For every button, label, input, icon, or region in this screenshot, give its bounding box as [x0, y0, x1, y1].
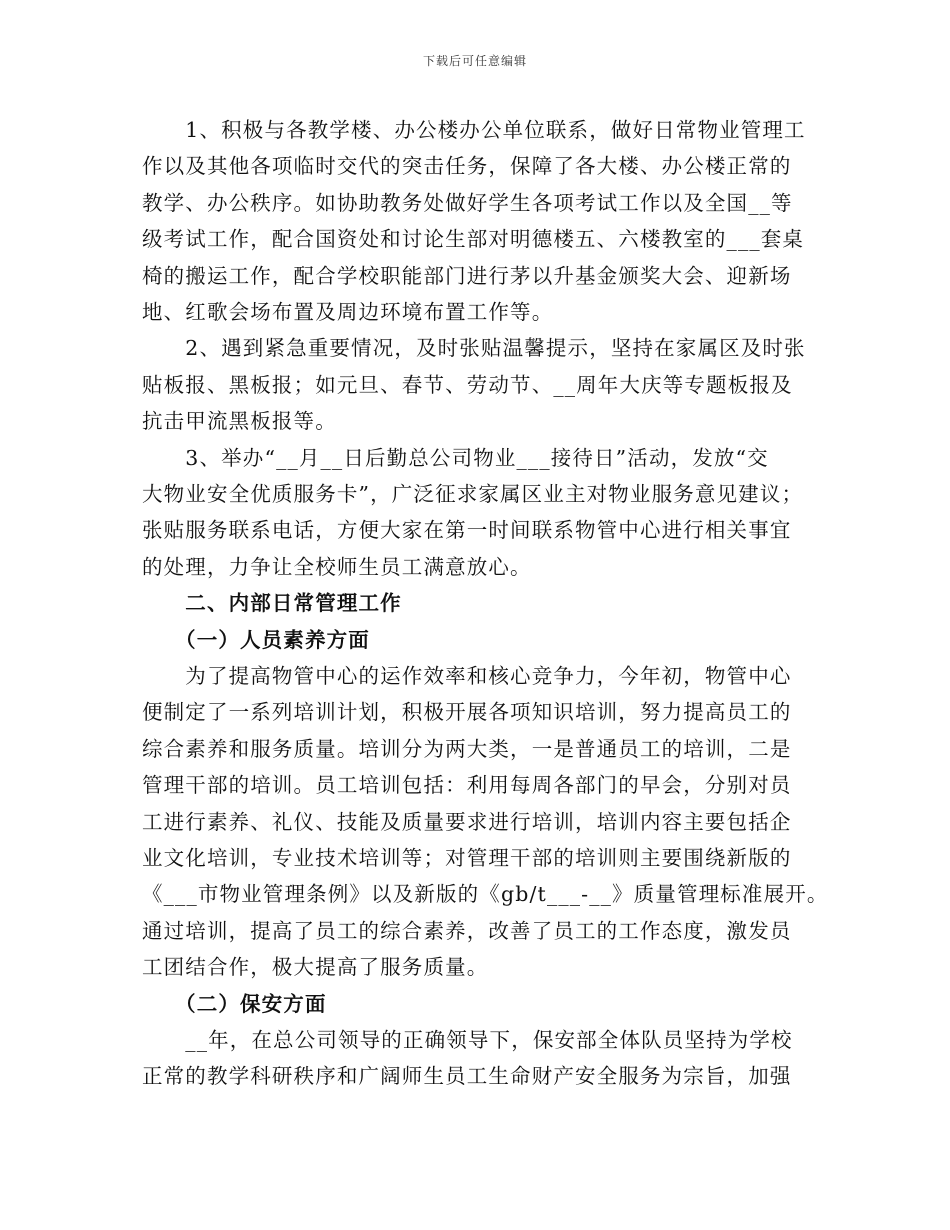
- section-heading: （一）人员素养方面: [142, 627, 370, 652]
- body-line: __年，在总公司领导的正确领导下，保安部全体队员坚持为学校: [142, 1028, 793, 1052]
- body-line: 管理干部的培训。员工培训包括：利用每周各部门的早会，分别对员: [142, 773, 792, 798]
- section-heading: 二、内部日常管理工作: [142, 591, 402, 616]
- body-line: 张贴服务联系电话，方便大家在第一时间联系物管中心进行相关事宜: [142, 518, 792, 543]
- body-line: 通过培训，提高了员工的综合素养，改善了员工的工作态度，激发员: [142, 918, 792, 943]
- body-line: 级考试工作，配合国资处和讨论生部对明德楼五、六楼教室的___套桌: [142, 227, 805, 252]
- body-line: 椅的搬运工作，配合学校职能部门进行茅以升基金颁奖大会、迎新场: [142, 263, 792, 288]
- body-line: 工团结合作，极大提高了服务质量。: [142, 955, 489, 980]
- header-note: 下载后可任意编辑: [422, 54, 527, 68]
- body-line: 地、红歌会场布置及周边环境布置工作等。: [142, 300, 554, 324]
- body-line: 3、举办“__月__日后勤总公司物业___接待日”活动，发放“交: [142, 445, 769, 470]
- body-line: 正常的教学科研秩序和广阔师生员工生命财产安全服务为宗旨，加强: [142, 1064, 792, 1089]
- body-line: 业文化培训，专业技术培训等；对管理干部的培训则主要围绕新版的: [142, 846, 792, 870]
- section-heading: （二）保安方面: [142, 991, 327, 1016]
- body-line: 大物业安全优质服务卡”，广泛征求家属区业主对物业服务意见建议；: [142, 482, 804, 506]
- body-line: 《___市物业管理条例》以及新版的《gb/t___-__》质量管理标准展开。: [142, 882, 829, 907]
- body-line: 综合素养和服务质量。培训分为两大类，一是普通员工的培训，二是: [142, 736, 792, 761]
- body-line: 为了提高物管中心的运作效率和核心竞争力，今年初，物管中心: [142, 664, 792, 688]
- body-line: 贴板报、黑板报；如元旦、春节、劳动节、__周年大庆等专题板报及: [142, 372, 793, 397]
- body-line: 教学、办公秩序。如协助教务处做好学生各项考试工作以及全国__等: [142, 190, 793, 215]
- body-line: 作以及其他各项临时交代的突击任务，保障了各大楼、办公楼正常的: [142, 154, 792, 179]
- body-line: 工进行素养、礼仪、技能及质量要求进行培训，培训内容主要包括企: [142, 809, 792, 834]
- body-line: 1、积极与各教学楼、办公楼办公单位联系，做好日常物业管理工: [142, 118, 806, 142]
- body-line: 的处理，力争让全校师生员工满意放心。: [142, 554, 532, 579]
- body-line: 抗击甲流黑板报等。: [142, 409, 337, 434]
- body-line: 2、遇到紧急重要情况，及时张贴温馨提示，坚持在家属区及时张: [142, 336, 806, 361]
- body-line: 便制定了一系列培训计划，积极开展各项知识培训，努力提高员工的: [142, 700, 792, 725]
